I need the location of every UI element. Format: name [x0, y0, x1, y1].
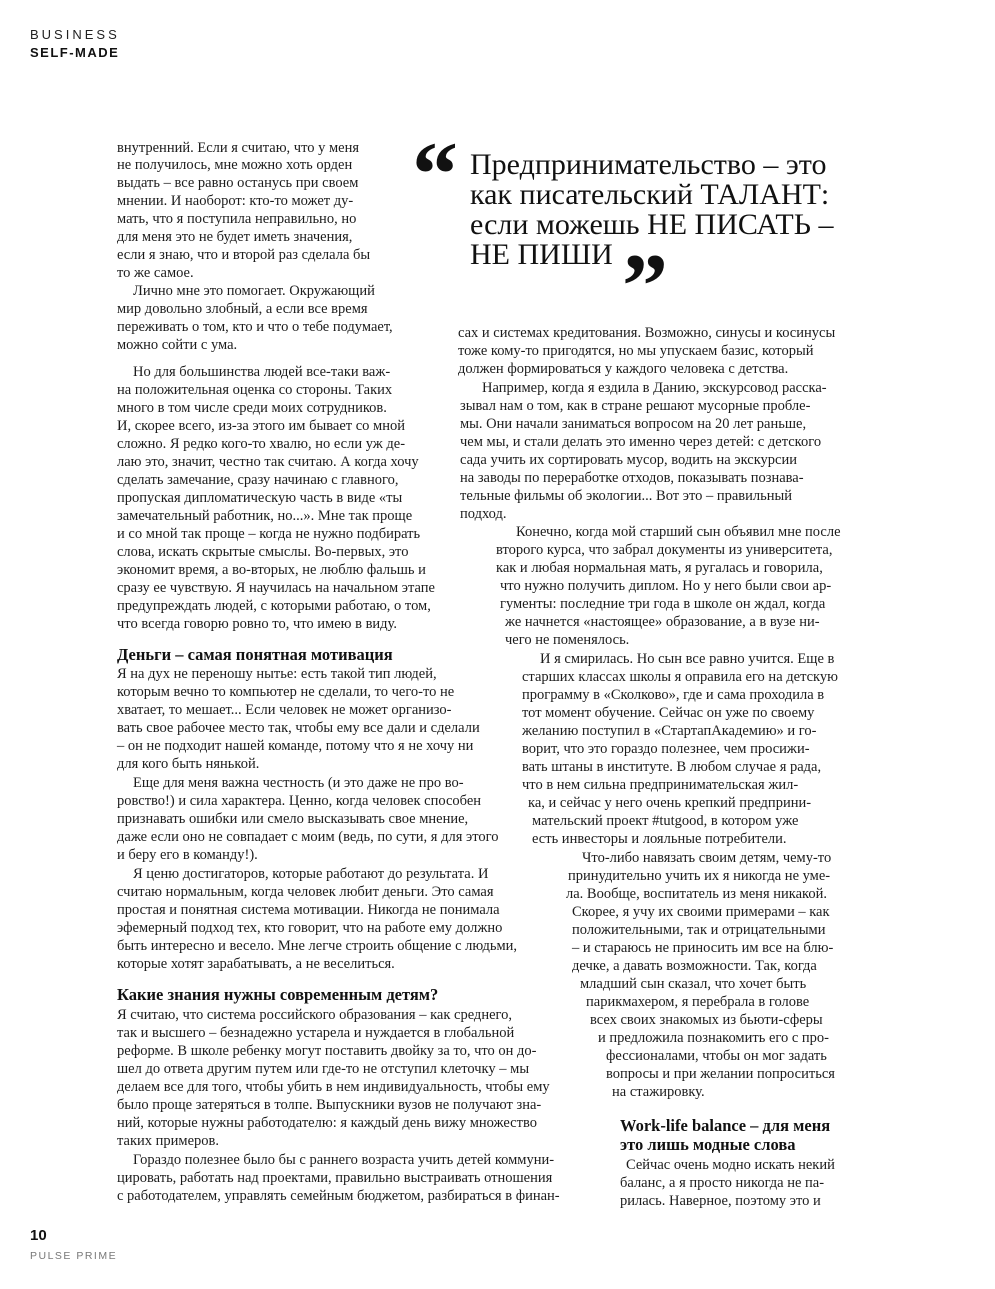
left-column-text-line: признавать ошибки или смело высказывать свое мнение, [117, 811, 469, 827]
left-column-text-line: шел до ответа другим путем или где-то не отступил клеточку – мы [117, 1061, 530, 1077]
left-column-text-line: которые хотят зарабатывать, а не веселиться. [117, 956, 395, 972]
right-column-text-line: Что-либо навязать своим детям, чему-то [582, 850, 832, 866]
left-column-text-line: мать, что я поступила неправильно, но [117, 211, 357, 227]
left-column-text-line: лаю это, значит, честно так считаю. А когда хочу [117, 454, 419, 470]
left-column-text-line: и со мной так проще – когда не нужно подбирать [117, 526, 421, 542]
left-column-text-line: на положительная оценка со стороны. Таких [117, 382, 393, 398]
left-column-text-line: и беру его в команду!). [117, 847, 258, 863]
right-column-text-line: зывал нам о том, как в стране решают мусорные пробле- [460, 398, 811, 414]
open-quote-mark: “ [412, 123, 458, 225]
left-column-text-line: Но для большинства людей все-таки важ- [133, 364, 391, 380]
right-column-text-line: второго курса, что забрал документы из университета, [496, 542, 833, 558]
right-column-text-line: рилась. Наверное, поэтому это и [620, 1193, 821, 1209]
left-column-text-line: можно сойти с ума. [117, 337, 238, 353]
right-column-text-line: принудительно учить их я никогда не уме- [568, 868, 831, 884]
right-column-text-line: положительными, так и отрицательными [572, 922, 826, 938]
left-column-text-line: выдать – все равно останусь при своем [117, 175, 359, 191]
left-column-text-line: хватает, то мешает... Если человек не может организо- [117, 702, 452, 718]
left-column-text-line: много в том числе среди моих сотрудников. [117, 400, 387, 416]
magazine-name: PULSE PRIME [30, 1250, 118, 1262]
right-column-text-line: чего не поменялось. [505, 632, 630, 648]
right-column-text-line: мы. Они начали заниматься вопросом на 20 лет раньше, [460, 416, 807, 432]
right-column-text-line: программу в «Сколково», где и сама проходила в [522, 687, 825, 703]
right-column-text-line: есть инвесторы и лояльные потребители. [532, 831, 787, 847]
left-column-text-line: быть интересно и весело. Мне легче строить общение с людьми, [117, 938, 518, 954]
right-column-text-line: же начнется «настоящее» образование, а в вузе ни- [505, 614, 820, 630]
right-column-text-line: Конечно, когда мой старший сын объявил мне после [516, 524, 841, 540]
left-column-text-line: Я ценю достигаторов, которые работают до результата. И [133, 866, 489, 882]
left-column-text-line: которым вечно то компьютер не сделали, то чего-то не [117, 684, 455, 700]
right-column-subheading: это лишь модные слова [620, 1135, 796, 1154]
left-column-text-line: считаю нормальным, когда человек любит деньги. Это самая [117, 884, 494, 900]
left-column-text-line: сделать замечание, сразу начинаю с главного, [117, 472, 399, 488]
left-column-text-line: сразу ее чувствую. Я научилась на начальном этапе [117, 580, 435, 596]
left-column-text-line: мир довольно злобный, а если все время [117, 301, 368, 317]
right-column-text-line: Скорее, я учу их своими примерами – как [572, 904, 830, 920]
left-column-text-line: эфемерный подход тех, кто говорит, что на работе ему должно [117, 920, 503, 936]
left-column-text-line: ровство!) и сила характера. Ценно, когда человек способен [117, 793, 482, 809]
left-column-text-line: сложно. Я редко кого-то хвалю, но если уж де- [117, 436, 406, 452]
subsection-label: SELF-MADE [30, 45, 120, 60]
left-column-text-line: Лично мне это помогает. Окружающий [133, 283, 375, 299]
left-column-text-line: было проще затеряться в толпе. Выпускники вузов не получают зна- [117, 1097, 542, 1113]
right-column-text-line: Сейчас очень модно искать некий [626, 1157, 835, 1173]
right-column-text-line: как и любая нормальная мать, я ругалась и говорила, [496, 560, 823, 576]
left-column-text-line: переживать о том, кто и что о тебе подумает, [117, 319, 393, 335]
close-quote-mark: ” [622, 235, 668, 337]
left-column-text-line: если я знаю, что и второй раз сделала бы [117, 247, 371, 263]
right-column-text-line: И я смирилась. Но сын все равно учится. Еще в [540, 651, 835, 667]
pullquote-line: как писательский ТАЛАНТ: [470, 178, 830, 211]
left-column-text-line: для меня это не будет иметь значения, [117, 229, 353, 245]
right-column-text-line: всех своих знакомых из бьюти-сферы [590, 1012, 823, 1028]
left-column-text-line: ний, которые нужны работодателю: я каждый день вижу множество [117, 1115, 537, 1131]
left-column-text-line: Гораздо полезнее было бы с раннего возраста учить детей коммуни- [133, 1152, 555, 1168]
right-column-text-line: – и стараюсь не приносить им все на блю- [572, 940, 834, 956]
left-column-text-line: для кого быть нянькой. [117, 756, 260, 772]
right-column-text-line: ла. Вообще, воспитатель из меня никакой. [566, 886, 827, 902]
left-column-text-line: таких примеров. [117, 1133, 219, 1149]
left-column-text-line: слова, искать скрытые смыслы. Во-первых, это [117, 544, 409, 560]
left-column-text-line: экономит время, а во-вторых, не люблю фальшь и [117, 562, 426, 578]
left-column-text-line: вать свое рабочее место так, чтобы ему все дали и сделали [117, 720, 480, 736]
right-column-text-line: что в нем сильна предпринимательская жил- [522, 777, 799, 793]
left-column-text-line: предупреждать людей, с которыми работаю, о том, [117, 598, 431, 614]
left-column-subheading: Какие знания нужны современным детям? [117, 985, 439, 1004]
right-column-text-line: младший сын сказал, что хочет быть [580, 976, 807, 992]
left-column-text-line: так и высшего – безнадежно устарела и нуждается в глобальной [117, 1025, 515, 1041]
right-column-text-line: Например, когда я ездила в Данию, экскурсовод расска- [482, 380, 827, 396]
left-column-text-line: с работодателем, управлять семейным бюджетом, разбираться в финан- [117, 1188, 560, 1204]
right-column-text-line: ка, и сейчас у него очень крепкий предприни- [528, 795, 812, 811]
left-column-text-line: делаем все для того, чтобы убить в нем индивидуальность, чтобы ему [117, 1079, 550, 1095]
right-column-text-line: на стажировку. [612, 1084, 705, 1100]
left-column-text-line: цировать, работать над проектами, правильно выстраивать отношения [117, 1170, 553, 1186]
left-column-text-line: даже если оно не совпадает с моим (ведь, по сути, я для этого [117, 829, 499, 845]
left-column-text-line: Я на дух не переношу нытье: есть такой тип людей, [117, 666, 437, 682]
section-label: BUSINESS [30, 27, 120, 42]
left-column-text-line: то же самое. [117, 265, 194, 281]
right-column-text-line: фессионалами, чтобы он мог задать [606, 1048, 827, 1064]
right-column-text-line: ворит, что это гораздо полезнее, чем просижи- [522, 741, 810, 757]
right-column-text-line: что нужно получить диплом. Но у него были свои ар- [500, 578, 832, 594]
right-column-text-line: тельные фильмы об экологии... Вот это – правильный [460, 488, 792, 504]
pullquote-line: если можешь НЕ ПИСАТЬ – [470, 208, 834, 241]
left-column-text-line: мнении. И наоборот: кто-то может ду- [117, 193, 354, 209]
right-column-text-line: и предложила познакомить его с про- [598, 1030, 829, 1046]
right-column-text-line: на заводы по переработке отходов, показывать познава- [460, 470, 804, 486]
left-column-text-line: Еще для меня важна честность (и это даже не про во- [133, 775, 464, 791]
left-column-text-line: внутренний. Если я считаю, что у меня [117, 140, 360, 156]
right-column-text-line: вать штаны в институте. В любом случае я рада, [522, 759, 822, 775]
left-column-text-line: Я считаю, что система российского образования – как среднего, [117, 1007, 512, 1023]
right-column-text-line: тот момент обучение. Сейчас он уже по своему [522, 705, 815, 721]
left-column-subheading: Деньги – самая понятная мотивация [117, 645, 393, 664]
left-column-text-line: не получилось, мне можно хоть орден [117, 157, 353, 173]
right-column-text-line: сада учить их сортировать мусор, водить на экскурсии [460, 452, 797, 468]
right-column-text-line: дечке, а давать возможности. Так, когда [572, 958, 817, 974]
left-column-text-line: пропуская дипломатическую часть в виде «ты [117, 490, 403, 506]
left-column-text-line: И, скорее всего, из-за этого им бывает со мной [117, 418, 405, 434]
left-column-text-line: что всегда говорю ровно то, что имею в виду. [117, 616, 397, 632]
left-column-text-line: простая и понятная система мотивации. Никогда не понимала [117, 902, 500, 918]
right-column-text-line: мательский проект #tutgood, в котором уже [532, 813, 799, 829]
right-column-text-line: старших классах школы я оправила его на детскую [522, 669, 838, 685]
right-column-text-line: подход. [460, 506, 507, 522]
left-column-text-line: замечательный работник, но...». Мне так проще [117, 508, 413, 524]
right-column-text-line: должен формироваться у каждого человека с детства. [458, 361, 789, 377]
pullquote-line: НЕ ПИШИ [470, 238, 613, 271]
right-column-text-line: гументы: последние три года в школе он ждал, когда [500, 596, 826, 612]
right-column-text-line: парикмахером, я перебрала в голове [586, 994, 810, 1010]
page-number: 10 [30, 1227, 47, 1244]
right-column-text-line: вопросы и при желании попроситься [606, 1066, 835, 1082]
left-column-text-line: реформе. В школе ребенку могут поставить двойку за то, что он до- [117, 1043, 537, 1059]
right-column-subheading: Work-life balance – для меня [620, 1116, 831, 1135]
right-column-text-line: баланс, а я просто никогда не па- [620, 1175, 825, 1191]
left-column-text-line: – он не подходит нашей команде, потому что я не хочу ни [117, 738, 474, 754]
right-column-text-line: сах и системах кредитования. Возможно, синусы и косинусы [458, 325, 836, 341]
right-column-text-line: чем мы, и стали делать это именно через детей: с детского [460, 434, 822, 450]
pullquote-line: Предпринимательство – это [470, 148, 827, 181]
right-column-text-line: желанию поступил в «СтартапАкадемию» и го- [522, 723, 817, 739]
right-column-text-line: тоже кому-то пригодятся, но мы упускаем базис, который [458, 343, 814, 359]
